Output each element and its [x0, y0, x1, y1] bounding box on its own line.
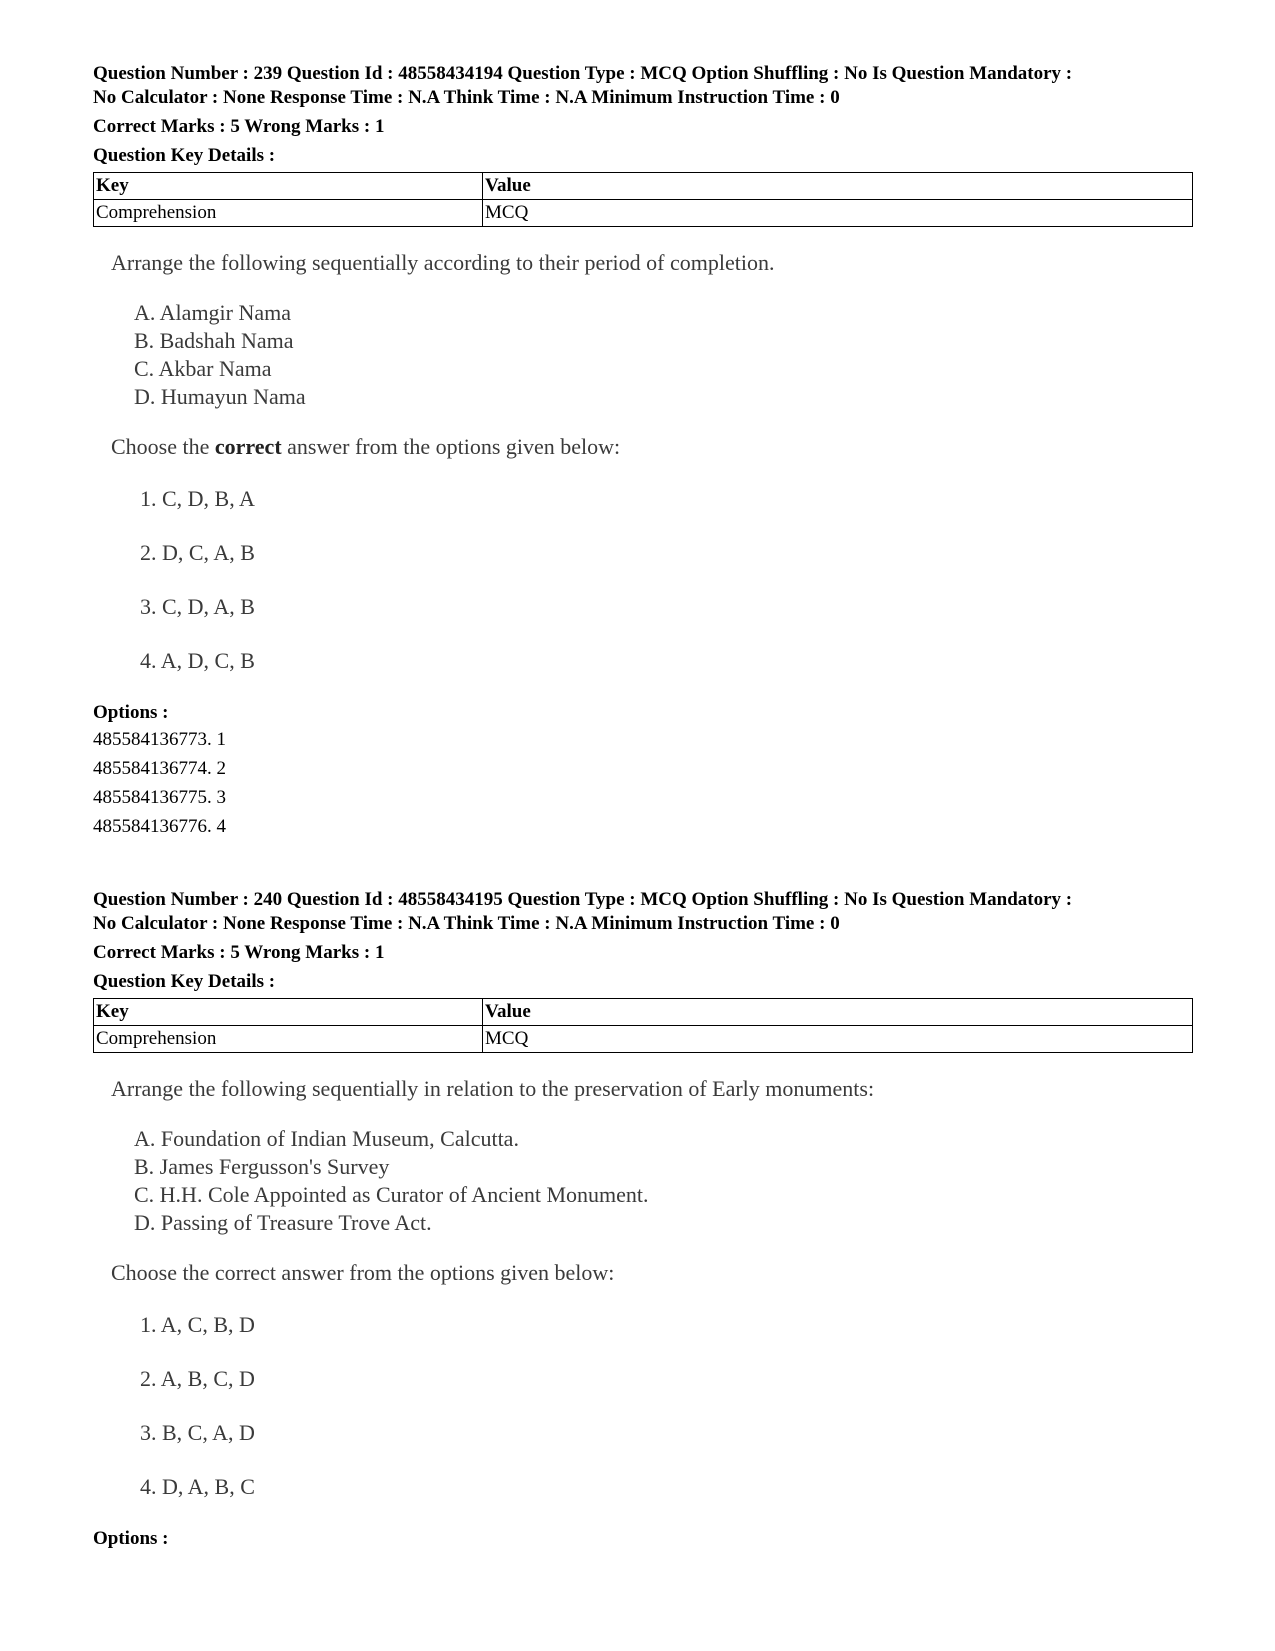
choose-bold: correct — [214, 434, 282, 459]
item-list — [134, 1125, 1193, 1237]
option-item: 485584136776. 4 — [93, 816, 226, 837]
question-meta — [93, 62, 1193, 110]
item-list — [134, 299, 1193, 411]
question-body — [111, 249, 1193, 675]
meta-line-2: No Calculator : None Response Time : N.A Think Time : N.A Minimum Instruction Time : 0 — [93, 913, 840, 934]
option-item: 485584136775. 3 — [93, 787, 226, 808]
list-item: C. H.H. Cole Appointed as Curator of Ancient Monument. — [134, 1182, 649, 1207]
question-body — [111, 1075, 1193, 1501]
meta-line-2: No Calculator : None Response Time : N.A Think Time : N.A Minimum Instruction Time : 0 — [93, 87, 840, 108]
answer-list — [140, 1311, 1193, 1501]
key-header-cell: Key — [94, 173, 483, 200]
answer-choice: 1. C, D, B, A — [140, 486, 255, 511]
key-table-row — [94, 1026, 1193, 1053]
question-stem: Arrange the following sequentially in relation to the preservation of Early monuments: — [111, 1076, 875, 1101]
list-item: D. Passing of Treasure Trove Act. — [134, 1210, 432, 1235]
value-cell: MCQ — [483, 1026, 1193, 1053]
key-details-table — [93, 998, 1193, 1053]
meta-line-1: Question Number : 240 Question Id : 48558434195 Question Type : MCQ Option Shuffling : No Is Question Mandatory : — [93, 889, 1073, 910]
value-header-cell: Value — [483, 999, 1193, 1026]
key-table-header-row — [94, 999, 1193, 1026]
list-item: A. Foundation of Indian Museum, Calcutta. — [134, 1126, 519, 1151]
answer-choice: 4. D, A, B, C — [140, 1474, 255, 1499]
key-table-row — [94, 200, 1193, 227]
answer-choice: 2. A, B, C, D — [140, 1366, 255, 1391]
key-details-table — [93, 172, 1193, 227]
list-item: D. Humayun Nama — [134, 384, 306, 409]
question-239 — [93, 62, 1193, 841]
list-item: A. Alamgir Nama — [134, 300, 292, 325]
answer-choice: 2. D, C, A, B — [140, 540, 255, 565]
marks-line: Correct Marks : 5 Wrong Marks : 1 — [93, 116, 385, 137]
answer-list — [140, 485, 1193, 675]
question-meta — [93, 888, 1193, 936]
choose-instruction — [111, 433, 1193, 461]
key-cell: Comprehension — [94, 200, 483, 227]
question-stem: Arrange the following sequentially according to their period of completion. — [111, 250, 775, 275]
key-cell: Comprehension — [94, 1026, 483, 1053]
choose-instruction: Choose the correct answer from the options given below: — [111, 1260, 615, 1285]
marks-line: Correct Marks : 5 Wrong Marks : 1 — [93, 942, 385, 963]
options-label: Options : — [93, 702, 169, 723]
key-table-header-row — [94, 173, 1193, 200]
list-item: B. James Fergusson's Survey — [134, 1154, 390, 1179]
key-details-label: Question Key Details : — [93, 971, 276, 992]
option-item: 485584136773. 1 — [93, 729, 226, 750]
answer-choice: 4. A, D, C, B — [140, 648, 255, 673]
meta-line-1: Question Number : 239 Question Id : 48558434194 Question Type : MCQ Option Shuffling : No Is Question Mandatory : — [93, 63, 1073, 84]
list-item: B. Badshah Nama — [134, 328, 294, 353]
question-240 — [93, 888, 1193, 1551]
list-item: C. Akbar Nama — [134, 356, 272, 381]
answer-choice: 1. A, C, B, D — [140, 1312, 255, 1337]
choose-suffix: answer from the options given below: — [281, 434, 621, 459]
options-list — [93, 725, 1193, 841]
choose-prefix: Choose the — [111, 434, 215, 459]
options-label: Options : — [93, 1528, 169, 1549]
answer-choice: 3. B, C, A, D — [140, 1420, 255, 1445]
answer-choice: 3. C, D, A, B — [140, 594, 255, 619]
key-details-label: Question Key Details : — [93, 145, 276, 166]
option-item: 485584136774. 2 — [93, 758, 226, 779]
value-cell: MCQ — [483, 200, 1193, 227]
value-header-cell: Value — [483, 173, 1193, 200]
key-header-cell: Key — [94, 999, 483, 1026]
